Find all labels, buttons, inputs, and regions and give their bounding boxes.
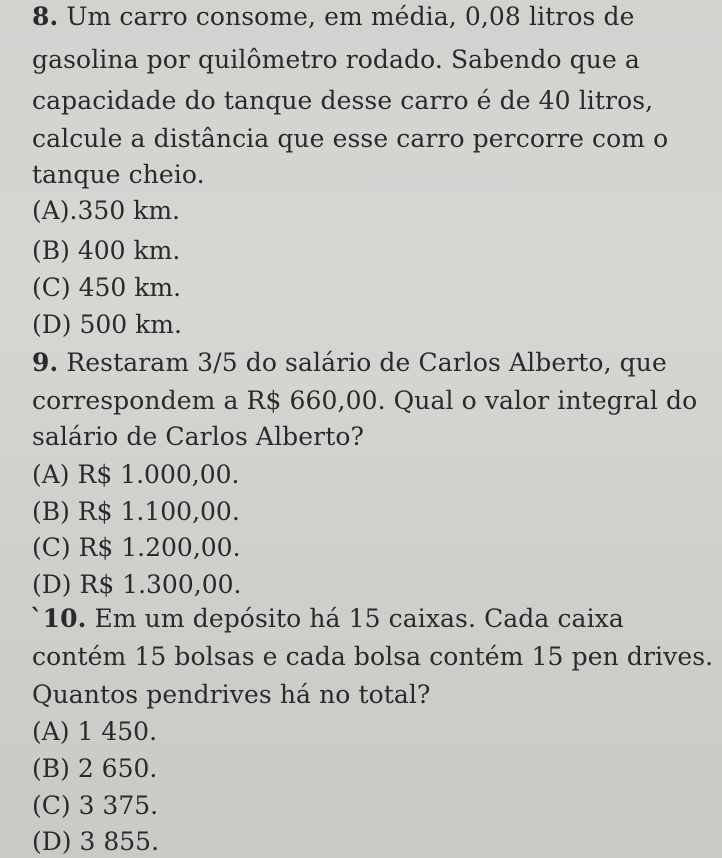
question-9-number: 9. <box>32 348 59 377</box>
question-9-option-b: (B) R$ 1.100,00. <box>32 497 240 526</box>
question-9-text-3: salário de Carlos Alberto? <box>32 422 365 451</box>
question-8-text-2: gasolina por quilômetro rodado. Sabendo que a <box>32 45 640 74</box>
question-8-option-b: (B) 400 km. <box>32 236 181 265</box>
question-9-text-2: correspondem a R$ 660,00. Qual o valor integral do <box>32 386 698 415</box>
question-8-option-c: (C) 450 km. <box>32 273 182 302</box>
question-10-number: `10. <box>30 604 87 633</box>
question-10-option-c: (C) 3 375. <box>32 791 159 820</box>
question-9-option-c: (C) R$ 1.200,00. <box>32 533 241 562</box>
question-8-text-1: Um carro consome, em média, 0,08 litros de <box>66 2 635 31</box>
question-9-option-d: (D) R$ 1.300,00. <box>32 570 242 599</box>
question-9-line-1 <box>32 348 667 378</box>
question-8-text-3: capacidade do tanque desse carro é de 40 litros, <box>32 86 654 115</box>
question-9-option-a: (A) R$ 1.000,00. <box>32 460 240 489</box>
question-10-option-b: (B) 2 650. <box>32 754 158 783</box>
question-10-option-d: (D) 3 855. <box>32 827 160 856</box>
question-10-text-3: Quantos pendrives há no total? <box>32 680 431 709</box>
question-8-text-5: tanque cheio. <box>32 160 205 189</box>
question-9-text-1: Restaram 3/5 do salário de Carlos Alberto, que <box>66 348 667 377</box>
question-10-text-1: Em um depósito há 15 caixas. Cada caixa <box>94 604 624 633</box>
question-8-text-4: calcule a distância que esse carro percorre com o <box>32 124 669 153</box>
question-8-option-a: (A).350 km. <box>32 196 180 225</box>
question-10-line-1 <box>30 604 624 634</box>
question-8-option-d: (D) 500 km. <box>32 310 182 339</box>
question-10-text-2: contém 15 bolsas e cada bolsa contém 15 pen drives. <box>32 642 714 671</box>
question-8-number: 8. <box>32 2 59 31</box>
question-10-option-a: (A) 1 450. <box>32 717 158 746</box>
question-8-line-1 <box>32 2 635 32</box>
